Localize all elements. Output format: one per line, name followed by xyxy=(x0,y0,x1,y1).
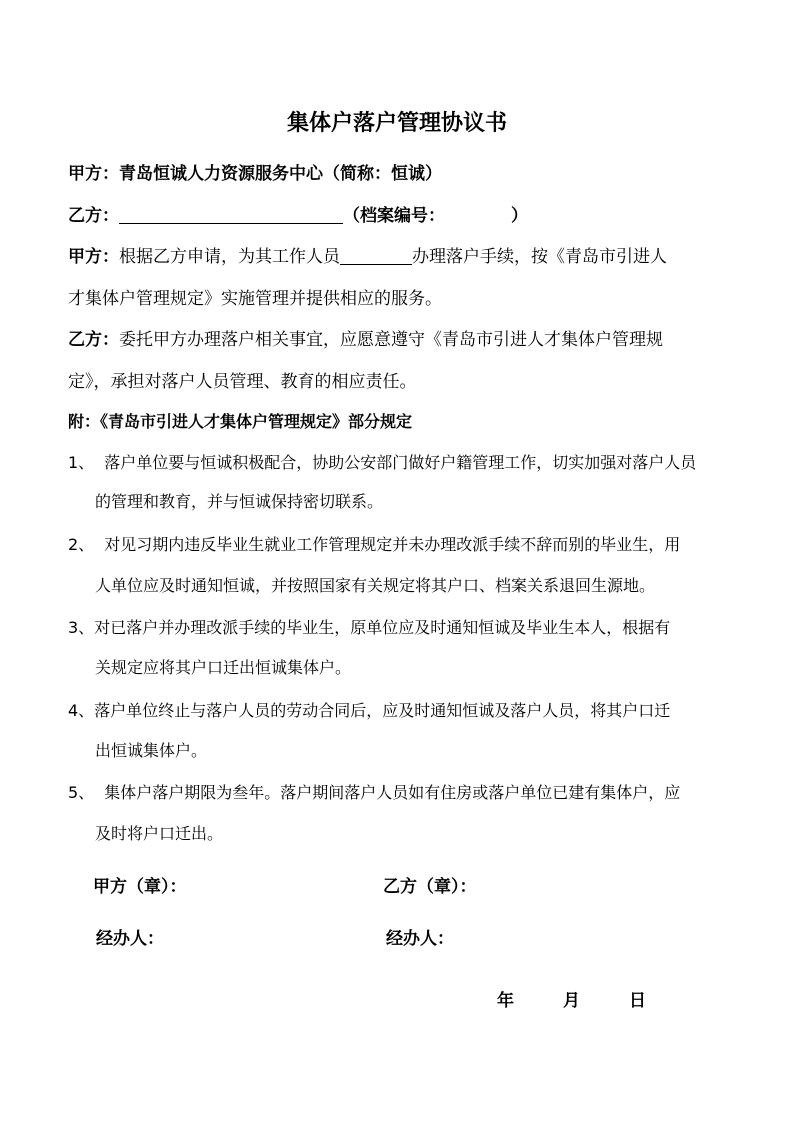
rule-3-number: 3、 xyxy=(68,618,95,637)
date-year-label: 年 xyxy=(497,991,514,1011)
rule-3-line2: 关规定应将其户口迁出恒诚集体户。 xyxy=(95,658,352,677)
appendix-heading: 附：《青岛市引进人才集体户管理规定》部分规定 xyxy=(68,412,413,431)
party-b-clause-line1 xyxy=(68,328,663,352)
party-b-name-blank[interactable] xyxy=(119,205,343,224)
rule-1-text: 落户单位要与恒诚积极配合，协助公安部门做好户籍管理工作，切实加强对落户人员 xyxy=(104,453,697,472)
rule-2-number: 2、 xyxy=(68,535,95,554)
party-b-clause-line2: 定》，承担对落户人员管理、教育的相应责任。 xyxy=(68,372,417,392)
party-b-seal-label: 乙方（章）： xyxy=(383,877,477,897)
party-b-clause-text: 委托甲方办理落户相关事宜，应愿意遵守《青岛市引进人才集体户管理规 xyxy=(119,330,663,350)
party-b-handler-label: 经办人： xyxy=(386,929,454,949)
rule-5-line1 xyxy=(68,781,680,805)
document-title: 集体户落户管理协议书 xyxy=(286,111,507,136)
party-b-label: 乙方： xyxy=(68,206,119,226)
rule-2-text: 对见习期内违反毕业生就业工作管理规定并未办理改派手续不辞而别的毕业生，用 xyxy=(104,535,681,554)
rule-4-line1 xyxy=(68,699,670,723)
rule-5-text: 集体户落户期限为叁年。落户期间落户人员如有住房或落户单位已建有集体户，应 xyxy=(104,783,681,802)
rule-4-number: 4、 xyxy=(68,701,95,720)
rule-4-line2: 出恒诚集体户。 xyxy=(95,741,208,760)
party-a-clause-line1 xyxy=(68,245,667,269)
rule-1-number: 1、 xyxy=(68,453,95,472)
party-a-name: 青岛恒诚人力资源服务中心（简称：恒诚） xyxy=(119,164,442,184)
date-month-label: 月 xyxy=(563,991,580,1011)
party-a-clause-label: 甲方： xyxy=(68,247,119,267)
party-a-clause-text-1: 根据乙方申请，为其工作人员 xyxy=(119,247,340,267)
rule-1-line2: 的管理和教育，并与恒诚保持密切联系。 xyxy=(95,492,384,511)
archive-number-suffix: ） xyxy=(511,206,528,226)
party-a-handler-label: 经办人： xyxy=(96,929,164,949)
party-a-seal-label: 甲方（章）： xyxy=(93,877,187,897)
party-a-line xyxy=(68,162,442,186)
rule-5-line2: 及时将户口迁出。 xyxy=(95,824,224,843)
party-a-clause-text-2: 办理落户手续，按《青岛市引进人 xyxy=(412,247,667,267)
rule-4-text: 落户单位终止与落户人员的劳动合同后，应及时通知恒诚及落户人员，将其户口迁 xyxy=(94,701,671,720)
rule-3-line1 xyxy=(68,616,670,640)
archive-number-blank[interactable] xyxy=(445,206,511,224)
party-a-clause-line2: 才集体户管理规定》实施管理并提供相应的服务。 xyxy=(68,289,442,309)
employee-name-blank[interactable] xyxy=(340,246,412,265)
archive-number-prefix: （档案编号： xyxy=(343,206,445,226)
rule-5-number: 5、 xyxy=(68,783,95,802)
rule-3-text: 对已落户并办理改派手续的毕业生，原单位应及时通知恒诚及毕业生本人，根据有 xyxy=(94,618,671,637)
rule-1-line1 xyxy=(68,451,696,475)
rule-2-line1 xyxy=(68,533,680,557)
party-b-line xyxy=(68,204,528,228)
rule-2-line2: 人单位应及时通知恒诚，并按照国家有关规定将其户口、档案关系退回生源地。 xyxy=(95,576,656,595)
party-a-label: 甲方： xyxy=(68,164,119,184)
party-b-clause-label: 乙方： xyxy=(68,330,119,350)
date-day-label: 日 xyxy=(629,991,646,1011)
